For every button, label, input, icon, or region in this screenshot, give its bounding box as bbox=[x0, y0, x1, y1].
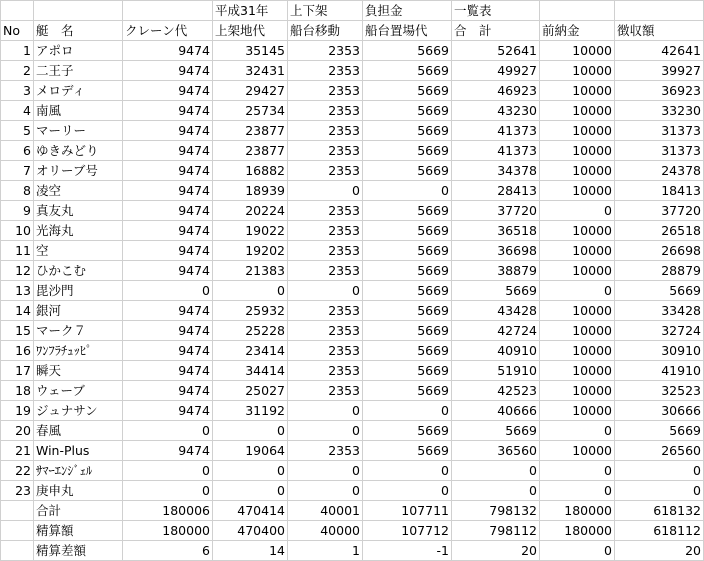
cell-no[interactable] bbox=[1, 1, 34, 21]
cell-prepayment[interactable]: 10000 bbox=[540, 221, 615, 241]
cell-total[interactable]: 28413 bbox=[452, 181, 540, 201]
cell-prepayment[interactable]: 0 bbox=[540, 461, 615, 481]
cell-crane-fee[interactable]: 0 bbox=[123, 481, 213, 501]
cell-cradle-storage-fee[interactable]: 5669 bbox=[363, 201, 452, 221]
cell-total[interactable]: 5669 bbox=[452, 421, 540, 441]
table-row bbox=[1, 201, 704, 221]
summary-row bbox=[1, 501, 704, 521]
cell-prepayment[interactable]: 0 bbox=[540, 481, 615, 501]
cell-collection-amount[interactable]: 5669 bbox=[615, 421, 704, 441]
cell-crane-fee[interactable]: 9474 bbox=[123, 341, 213, 361]
cell-total[interactable]: 合 計 bbox=[452, 21, 540, 41]
cell-prepayment[interactable]: 10000 bbox=[540, 101, 615, 121]
cell-boat-name[interactable]: Win-Plus bbox=[34, 441, 123, 461]
table-row bbox=[1, 301, 704, 321]
cell-boat-name[interactable]: 毘沙門 bbox=[34, 281, 123, 301]
title-row bbox=[1, 1, 704, 21]
cell-collection-amount[interactable]: 31373 bbox=[615, 141, 704, 161]
cell-haulout-land-fee[interactable]: 470400 bbox=[213, 521, 288, 541]
cell-cradle-move[interactable]: 2353 bbox=[288, 141, 363, 161]
cell-crane-fee[interactable]: 9474 bbox=[123, 401, 213, 421]
cell-cradle-move[interactable]: 2353 bbox=[288, 121, 363, 141]
cell-boat-name[interactable]: 春風 bbox=[34, 421, 123, 441]
cell-prepayment[interactable]: 180000 bbox=[540, 501, 615, 521]
cell-cradle-storage-fee[interactable]: 5669 bbox=[363, 441, 452, 461]
cell-cradle-storage-fee[interactable]: 5669 bbox=[363, 381, 452, 401]
cell-prepayment[interactable]: 10000 bbox=[540, 401, 615, 421]
cell-total[interactable]: 40910 bbox=[452, 341, 540, 361]
cell-cradle-move[interactable]: 2353 bbox=[288, 261, 363, 281]
cell-haulout-land-fee[interactable]: 18939 bbox=[213, 181, 288, 201]
cell-crane-fee[interactable]: 9474 bbox=[123, 41, 213, 61]
cell-total[interactable]: 0 bbox=[452, 481, 540, 501]
cell-crane-fee[interactable] bbox=[123, 1, 213, 21]
cell-total[interactable]: 20 bbox=[452, 541, 540, 561]
cell-cradle-move[interactable]: 2353 bbox=[288, 381, 363, 401]
cell-collection-amount[interactable]: 618112 bbox=[615, 521, 704, 541]
cell-haulout-land-fee[interactable]: 31192 bbox=[213, 401, 288, 421]
cell-cradle-storage-fee[interactable]: 5669 bbox=[363, 61, 452, 81]
cell-total[interactable]: 36560 bbox=[452, 441, 540, 461]
cell-prepayment[interactable]: 0 bbox=[540, 281, 615, 301]
cell-cradle-move[interactable]: 2353 bbox=[288, 161, 363, 181]
cell-haulout-land-fee[interactable]: 23877 bbox=[213, 141, 288, 161]
cell-haulout-land-fee[interactable]: 25932 bbox=[213, 301, 288, 321]
cell-haulout-land-fee[interactable]: 23414 bbox=[213, 341, 288, 361]
cell-collection-amount[interactable]: 18413 bbox=[615, 181, 704, 201]
cell-cradle-storage-fee[interactable]: 107711 bbox=[363, 501, 452, 521]
cell-crane-fee[interactable]: 0 bbox=[123, 281, 213, 301]
cell-boat-name[interactable]: ﾜﾝﾌﾗﾁｭｯﾋﾟ bbox=[34, 341, 123, 361]
cell-cradle-storage-fee[interactable]: 5669 bbox=[363, 161, 452, 181]
table-row bbox=[1, 141, 704, 161]
cell-total[interactable]: 36698 bbox=[452, 241, 540, 261]
cell-no[interactable]: 10 bbox=[1, 221, 34, 241]
cell-cradle-move[interactable]: 2353 bbox=[288, 201, 363, 221]
cell-cradle-storage-fee[interactable]: 5669 bbox=[363, 301, 452, 321]
cell-haulout-land-fee[interactable]: 平成31年 bbox=[213, 1, 288, 21]
cell-prepayment[interactable]: 前納金 bbox=[540, 21, 615, 41]
cell-haulout-land-fee[interactable]: 上架地代 bbox=[213, 21, 288, 41]
cell-collection-amount[interactable]: 36923 bbox=[615, 81, 704, 101]
cell-boat-name[interactable]: 精算額 bbox=[34, 521, 123, 541]
cell-crane-fee[interactable]: 9474 bbox=[123, 221, 213, 241]
cell-boat-name[interactable]: メロディ bbox=[34, 81, 123, 101]
cell-total[interactable]: 40666 bbox=[452, 401, 540, 421]
cell-cradle-move[interactable]: 40000 bbox=[288, 521, 363, 541]
cell-total[interactable]: 41373 bbox=[452, 141, 540, 161]
cell-prepayment[interactable]: 180000 bbox=[540, 521, 615, 541]
cell-cradle-move[interactable]: 2353 bbox=[288, 361, 363, 381]
cell-prepayment[interactable] bbox=[540, 1, 615, 21]
cell-no[interactable]: 14 bbox=[1, 301, 34, 321]
cell-cradle-move[interactable]: 上下架 bbox=[288, 1, 363, 21]
cell-no[interactable]: 22 bbox=[1, 461, 34, 481]
cell-prepayment[interactable]: 0 bbox=[540, 421, 615, 441]
cell-crane-fee[interactable]: 9474 bbox=[123, 141, 213, 161]
table-row bbox=[1, 41, 704, 61]
cell-prepayment[interactable]: 10000 bbox=[540, 121, 615, 141]
cell-cradle-move[interactable]: 2353 bbox=[288, 341, 363, 361]
cell-prepayment[interactable]: 10000 bbox=[540, 261, 615, 281]
cell-no[interactable]: 15 bbox=[1, 321, 34, 341]
cell-cradle-move[interactable]: 40001 bbox=[288, 501, 363, 521]
cell-haulout-land-fee[interactable]: 25734 bbox=[213, 101, 288, 121]
cell-cradle-move[interactable]: 0 bbox=[288, 421, 363, 441]
cell-collection-amount[interactable]: 33428 bbox=[615, 301, 704, 321]
cell-total[interactable]: 43428 bbox=[452, 301, 540, 321]
table-body bbox=[1, 1, 704, 561]
table-row bbox=[1, 421, 704, 441]
cell-crane-fee[interactable]: 180006 bbox=[123, 501, 213, 521]
cell-crane-fee[interactable]: 9474 bbox=[123, 321, 213, 341]
cell-crane-fee[interactable]: 9474 bbox=[123, 301, 213, 321]
table-row bbox=[1, 101, 704, 121]
cell-prepayment[interactable]: 10000 bbox=[540, 361, 615, 381]
cell-boat-name[interactable]: ｻﾏｰｴﾝｼﾞｪﾙ bbox=[34, 461, 123, 481]
cell-crane-fee[interactable]: 6 bbox=[123, 541, 213, 561]
cell-haulout-land-fee[interactable]: 19064 bbox=[213, 441, 288, 461]
cell-crane-fee[interactable]: 9474 bbox=[123, 121, 213, 141]
cell-collection-amount[interactable]: 26698 bbox=[615, 241, 704, 261]
cell-collection-amount[interactable]: 徴収額 bbox=[615, 21, 704, 41]
table-row bbox=[1, 261, 704, 281]
cell-haulout-land-fee[interactable]: 34414 bbox=[213, 361, 288, 381]
cell-boat-name[interactable]: ジュナサン bbox=[34, 401, 123, 421]
cell-collection-amount[interactable]: 42641 bbox=[615, 41, 704, 61]
cell-cradle-move[interactable]: 2353 bbox=[288, 101, 363, 121]
cell-cradle-storage-fee[interactable]: 5669 bbox=[363, 321, 452, 341]
cell-cradle-move[interactable]: 0 bbox=[288, 281, 363, 301]
cell-prepayment[interactable]: 10000 bbox=[540, 341, 615, 361]
cell-total[interactable]: 42724 bbox=[452, 321, 540, 341]
table-row bbox=[1, 61, 704, 81]
cell-collection-amount[interactable]: 33230 bbox=[615, 101, 704, 121]
table-row bbox=[1, 81, 704, 101]
cell-boat-name[interactable]: 艇 名 bbox=[34, 21, 123, 41]
cell-no[interactable]: No bbox=[1, 21, 34, 41]
cell-haulout-land-fee[interactable]: 25027 bbox=[213, 381, 288, 401]
cell-cradle-move[interactable]: 2353 bbox=[288, 221, 363, 241]
cell-no[interactable]: 4 bbox=[1, 101, 34, 121]
cell-haulout-land-fee[interactable]: 0 bbox=[213, 281, 288, 301]
cell-crane-fee[interactable]: 9474 bbox=[123, 81, 213, 101]
cell-collection-amount[interactable]: 20 bbox=[615, 541, 704, 561]
cell-prepayment[interactable]: 10000 bbox=[540, 141, 615, 161]
cell-cradle-storage-fee[interactable]: 0 bbox=[363, 401, 452, 421]
table-row bbox=[1, 121, 704, 141]
table-row bbox=[1, 361, 704, 381]
cell-collection-amount[interactable]: 0 bbox=[615, 461, 704, 481]
cell-crane-fee[interactable]: 9474 bbox=[123, 381, 213, 401]
cell-collection-amount[interactable]: 28879 bbox=[615, 261, 704, 281]
cell-cradle-move[interactable]: 0 bbox=[288, 461, 363, 481]
cell-cradle-move[interactable]: 2353 bbox=[288, 441, 363, 461]
cell-boat-name[interactable]: 精算差額 bbox=[34, 541, 123, 561]
cell-haulout-land-fee[interactable]: 35145 bbox=[213, 41, 288, 61]
cell-prepayment[interactable]: 10000 bbox=[540, 301, 615, 321]
cell-total[interactable]: 798132 bbox=[452, 501, 540, 521]
cell-collection-amount[interactable]: 41910 bbox=[615, 361, 704, 381]
cell-haulout-land-fee[interactable]: 14 bbox=[213, 541, 288, 561]
table-row bbox=[1, 281, 704, 301]
cell-cradle-move[interactable]: 2353 bbox=[288, 241, 363, 261]
cell-crane-fee[interactable]: 9474 bbox=[123, 241, 213, 261]
cell-no[interactable] bbox=[1, 521, 34, 541]
cell-cradle-move[interactable]: 1 bbox=[288, 541, 363, 561]
cell-no[interactable]: 20 bbox=[1, 421, 34, 441]
cell-collection-amount[interactable]: 618132 bbox=[615, 501, 704, 521]
cell-crane-fee[interactable]: 9474 bbox=[123, 261, 213, 281]
cell-collection-amount[interactable]: 32724 bbox=[615, 321, 704, 341]
summary-row bbox=[1, 521, 704, 541]
cell-collection-amount[interactable]: 39927 bbox=[615, 61, 704, 81]
cell-no[interactable]: 19 bbox=[1, 401, 34, 421]
cell-boat-name[interactable]: 瞬天 bbox=[34, 361, 123, 381]
cell-cradle-storage-fee[interactable]: 0 bbox=[363, 481, 452, 501]
cell-cradle-move[interactable]: 0 bbox=[288, 181, 363, 201]
cell-collection-amount[interactable]: 24378 bbox=[615, 161, 704, 181]
table-row bbox=[1, 381, 704, 401]
cell-cradle-storage-fee[interactable]: 5669 bbox=[363, 141, 452, 161]
table-row bbox=[1, 161, 704, 181]
cell-no[interactable]: 6 bbox=[1, 141, 34, 161]
cell-cradle-storage-fee[interactable]: 船台置場代 bbox=[363, 21, 452, 41]
cell-cradle-move[interactable]: 0 bbox=[288, 481, 363, 501]
cell-boat-name[interactable]: 光海丸 bbox=[34, 221, 123, 241]
cell-cradle-storage-fee[interactable]: 負担金 bbox=[363, 1, 452, 21]
cell-boat-name[interactable]: 空 bbox=[34, 241, 123, 261]
cell-crane-fee[interactable]: 0 bbox=[123, 461, 213, 481]
cell-no[interactable]: 1 bbox=[1, 41, 34, 61]
cell-collection-amount[interactable]: 30910 bbox=[615, 341, 704, 361]
cell-prepayment[interactable]: 10000 bbox=[540, 321, 615, 341]
cell-haulout-land-fee[interactable]: 23877 bbox=[213, 121, 288, 141]
cell-boat-name[interactable]: 庚申丸 bbox=[34, 481, 123, 501]
cell-haulout-land-fee[interactable]: 470414 bbox=[213, 501, 288, 521]
table-row bbox=[1, 241, 704, 261]
table-row bbox=[1, 321, 704, 341]
cell-haulout-land-fee[interactable]: 19202 bbox=[213, 241, 288, 261]
cell-crane-fee[interactable]: クレーン代 bbox=[123, 21, 213, 41]
cell-boat-name[interactable]: アポロ bbox=[34, 41, 123, 61]
cell-boat-name[interactable]: ウェーブ bbox=[34, 381, 123, 401]
cell-no[interactable]: 18 bbox=[1, 381, 34, 401]
cell-cradle-move[interactable]: 2353 bbox=[288, 321, 363, 341]
cell-haulout-land-fee[interactable]: 25228 bbox=[213, 321, 288, 341]
cell-collection-amount[interactable]: 30666 bbox=[615, 401, 704, 421]
cell-total[interactable]: 34378 bbox=[452, 161, 540, 181]
cell-no[interactable]: 13 bbox=[1, 281, 34, 301]
cell-boat-name[interactable]: マーク７ bbox=[34, 321, 123, 341]
cell-collection-amount[interactable]: 32523 bbox=[615, 381, 704, 401]
cell-boat-name[interactable]: マーリー bbox=[34, 121, 123, 141]
cell-no[interactable]: 9 bbox=[1, 201, 34, 221]
cell-cradle-storage-fee[interactable]: -1 bbox=[363, 541, 452, 561]
table-row bbox=[1, 341, 704, 361]
cell-cradle-storage-fee[interactable]: 5669 bbox=[363, 221, 452, 241]
cell-boat-name[interactable]: 合計 bbox=[34, 501, 123, 521]
cell-cradle-storage-fee[interactable]: 107712 bbox=[363, 521, 452, 541]
cell-cradle-storage-fee[interactable]: 5669 bbox=[363, 421, 452, 441]
cell-boat-name[interactable]: 凌空 bbox=[34, 181, 123, 201]
cell-boat-name[interactable]: 銀河 bbox=[34, 301, 123, 321]
cell-cradle-storage-fee[interactable]: 0 bbox=[363, 461, 452, 481]
cell-total[interactable]: 51910 bbox=[452, 361, 540, 381]
cell-cradle-move[interactable]: 0 bbox=[288, 401, 363, 421]
cell-cradle-storage-fee[interactable]: 5669 bbox=[363, 41, 452, 61]
cell-total[interactable]: 42523 bbox=[452, 381, 540, 401]
cell-cradle-storage-fee[interactable]: 5669 bbox=[363, 101, 452, 121]
cell-prepayment[interactable]: 10000 bbox=[540, 181, 615, 201]
cell-crane-fee[interactable]: 0 bbox=[123, 421, 213, 441]
cell-total[interactable]: 37720 bbox=[452, 201, 540, 221]
cell-no[interactable]: 7 bbox=[1, 161, 34, 181]
cell-prepayment[interactable]: 10000 bbox=[540, 161, 615, 181]
cell-prepayment[interactable]: 0 bbox=[540, 201, 615, 221]
cell-boat-name[interactable]: オリーブ号 bbox=[34, 161, 123, 181]
cell-cradle-move[interactable]: 船台移動 bbox=[288, 21, 363, 41]
cell-crane-fee[interactable]: 180000 bbox=[123, 521, 213, 541]
cell-haulout-land-fee[interactable]: 29427 bbox=[213, 81, 288, 101]
cell-total[interactable]: 36518 bbox=[452, 221, 540, 241]
cell-haulout-land-fee[interactable]: 19022 bbox=[213, 221, 288, 241]
cell-collection-amount[interactable]: 0 bbox=[615, 481, 704, 501]
cell-boat-name[interactable]: 南風 bbox=[34, 101, 123, 121]
cell-collection-amount[interactable]: 5669 bbox=[615, 281, 704, 301]
cell-crane-fee[interactable]: 9474 bbox=[123, 161, 213, 181]
cell-total[interactable]: 43230 bbox=[452, 101, 540, 121]
cell-prepayment[interactable]: 10000 bbox=[540, 61, 615, 81]
cell-prepayment[interactable]: 10000 bbox=[540, 241, 615, 261]
cell-collection-amount[interactable]: 31373 bbox=[615, 121, 704, 141]
cell-total[interactable]: 一覧表 bbox=[452, 1, 540, 21]
cell-no[interactable]: 17 bbox=[1, 361, 34, 381]
cell-cradle-storage-fee[interactable]: 5669 bbox=[363, 121, 452, 141]
cell-collection-amount[interactable]: 26560 bbox=[615, 441, 704, 461]
table-row bbox=[1, 461, 704, 481]
cell-prepayment[interactable]: 10000 bbox=[540, 381, 615, 401]
cell-crane-fee[interactable]: 9474 bbox=[123, 201, 213, 221]
cell-no[interactable]: 12 bbox=[1, 261, 34, 281]
cell-cradle-storage-fee[interactable]: 5669 bbox=[363, 261, 452, 281]
cell-prepayment[interactable]: 10000 bbox=[540, 441, 615, 461]
summary-row bbox=[1, 541, 704, 561]
cell-no[interactable]: 3 bbox=[1, 81, 34, 101]
cell-prepayment[interactable]: 10000 bbox=[540, 81, 615, 101]
cell-collection-amount[interactable] bbox=[615, 1, 704, 21]
cell-no[interactable] bbox=[1, 501, 34, 521]
cell-no[interactable]: 8 bbox=[1, 181, 34, 201]
cell-haulout-land-fee[interactable]: 0 bbox=[213, 421, 288, 441]
cell-haulout-land-fee[interactable]: 16882 bbox=[213, 161, 288, 181]
cell-crane-fee[interactable]: 9474 bbox=[123, 61, 213, 81]
cell-haulout-land-fee[interactable]: 21383 bbox=[213, 261, 288, 281]
cell-cradle-move[interactable]: 2353 bbox=[288, 81, 363, 101]
cell-no[interactable]: 5 bbox=[1, 121, 34, 141]
cell-boat-name[interactable]: 真友丸 bbox=[34, 201, 123, 221]
cell-total[interactable]: 0 bbox=[452, 461, 540, 481]
cell-cradle-storage-fee[interactable]: 5669 bbox=[363, 341, 452, 361]
cell-total[interactable]: 5669 bbox=[452, 281, 540, 301]
cell-cradle-storage-fee[interactable]: 0 bbox=[363, 181, 452, 201]
cell-cradle-storage-fee[interactable]: 5669 bbox=[363, 281, 452, 301]
cell-cradle-move[interactable]: 2353 bbox=[288, 61, 363, 81]
cell-cradle-storage-fee[interactable]: 5669 bbox=[363, 361, 452, 381]
cell-total[interactable]: 798112 bbox=[452, 521, 540, 541]
cell-haulout-land-fee[interactable]: 20224 bbox=[213, 201, 288, 221]
cell-prepayment[interactable]: 0 bbox=[540, 541, 615, 561]
cell-boat-name[interactable] bbox=[34, 1, 123, 21]
cell-collection-amount[interactable]: 37720 bbox=[615, 201, 704, 221]
cell-cradle-move[interactable]: 2353 bbox=[288, 41, 363, 61]
cell-boat-name[interactable]: ゆきみどり bbox=[34, 141, 123, 161]
header-row bbox=[1, 21, 704, 41]
cell-cradle-storage-fee[interactable]: 5669 bbox=[363, 81, 452, 101]
cell-crane-fee[interactable]: 9474 bbox=[123, 441, 213, 461]
cell-total[interactable]: 41373 bbox=[452, 121, 540, 141]
table-row bbox=[1, 481, 704, 501]
cell-crane-fee[interactable]: 9474 bbox=[123, 361, 213, 381]
cell-total[interactable]: 52641 bbox=[452, 41, 540, 61]
table-row bbox=[1, 441, 704, 461]
cell-haulout-land-fee[interactable]: 0 bbox=[213, 481, 288, 501]
cell-no[interactable]: 2 bbox=[1, 61, 34, 81]
cell-collection-amount[interactable]: 26518 bbox=[615, 221, 704, 241]
cell-crane-fee[interactable]: 9474 bbox=[123, 101, 213, 121]
cell-no[interactable] bbox=[1, 541, 34, 561]
cell-no[interactable]: 11 bbox=[1, 241, 34, 261]
cell-no[interactable]: 23 bbox=[1, 481, 34, 501]
cell-total[interactable]: 46923 bbox=[452, 81, 540, 101]
cell-crane-fee[interactable]: 9474 bbox=[123, 181, 213, 201]
table-row bbox=[1, 181, 704, 201]
cell-boat-name[interactable]: 二王子 bbox=[34, 61, 123, 81]
cell-cradle-move[interactable]: 2353 bbox=[288, 301, 363, 321]
cell-haulout-land-fee[interactable]: 0 bbox=[213, 461, 288, 481]
cell-no[interactable]: 16 bbox=[1, 341, 34, 361]
cell-boat-name[interactable]: ひかこむ bbox=[34, 261, 123, 281]
cell-total[interactable]: 49927 bbox=[452, 61, 540, 81]
table-row bbox=[1, 401, 704, 421]
cell-cradle-storage-fee[interactable]: 5669 bbox=[363, 241, 452, 261]
cell-prepayment[interactable]: 10000 bbox=[540, 41, 615, 61]
cell-total[interactable]: 38879 bbox=[452, 261, 540, 281]
cell-no[interactable]: 21 bbox=[1, 441, 34, 461]
cell-haulout-land-fee[interactable]: 32431 bbox=[213, 61, 288, 81]
table-row bbox=[1, 221, 704, 241]
